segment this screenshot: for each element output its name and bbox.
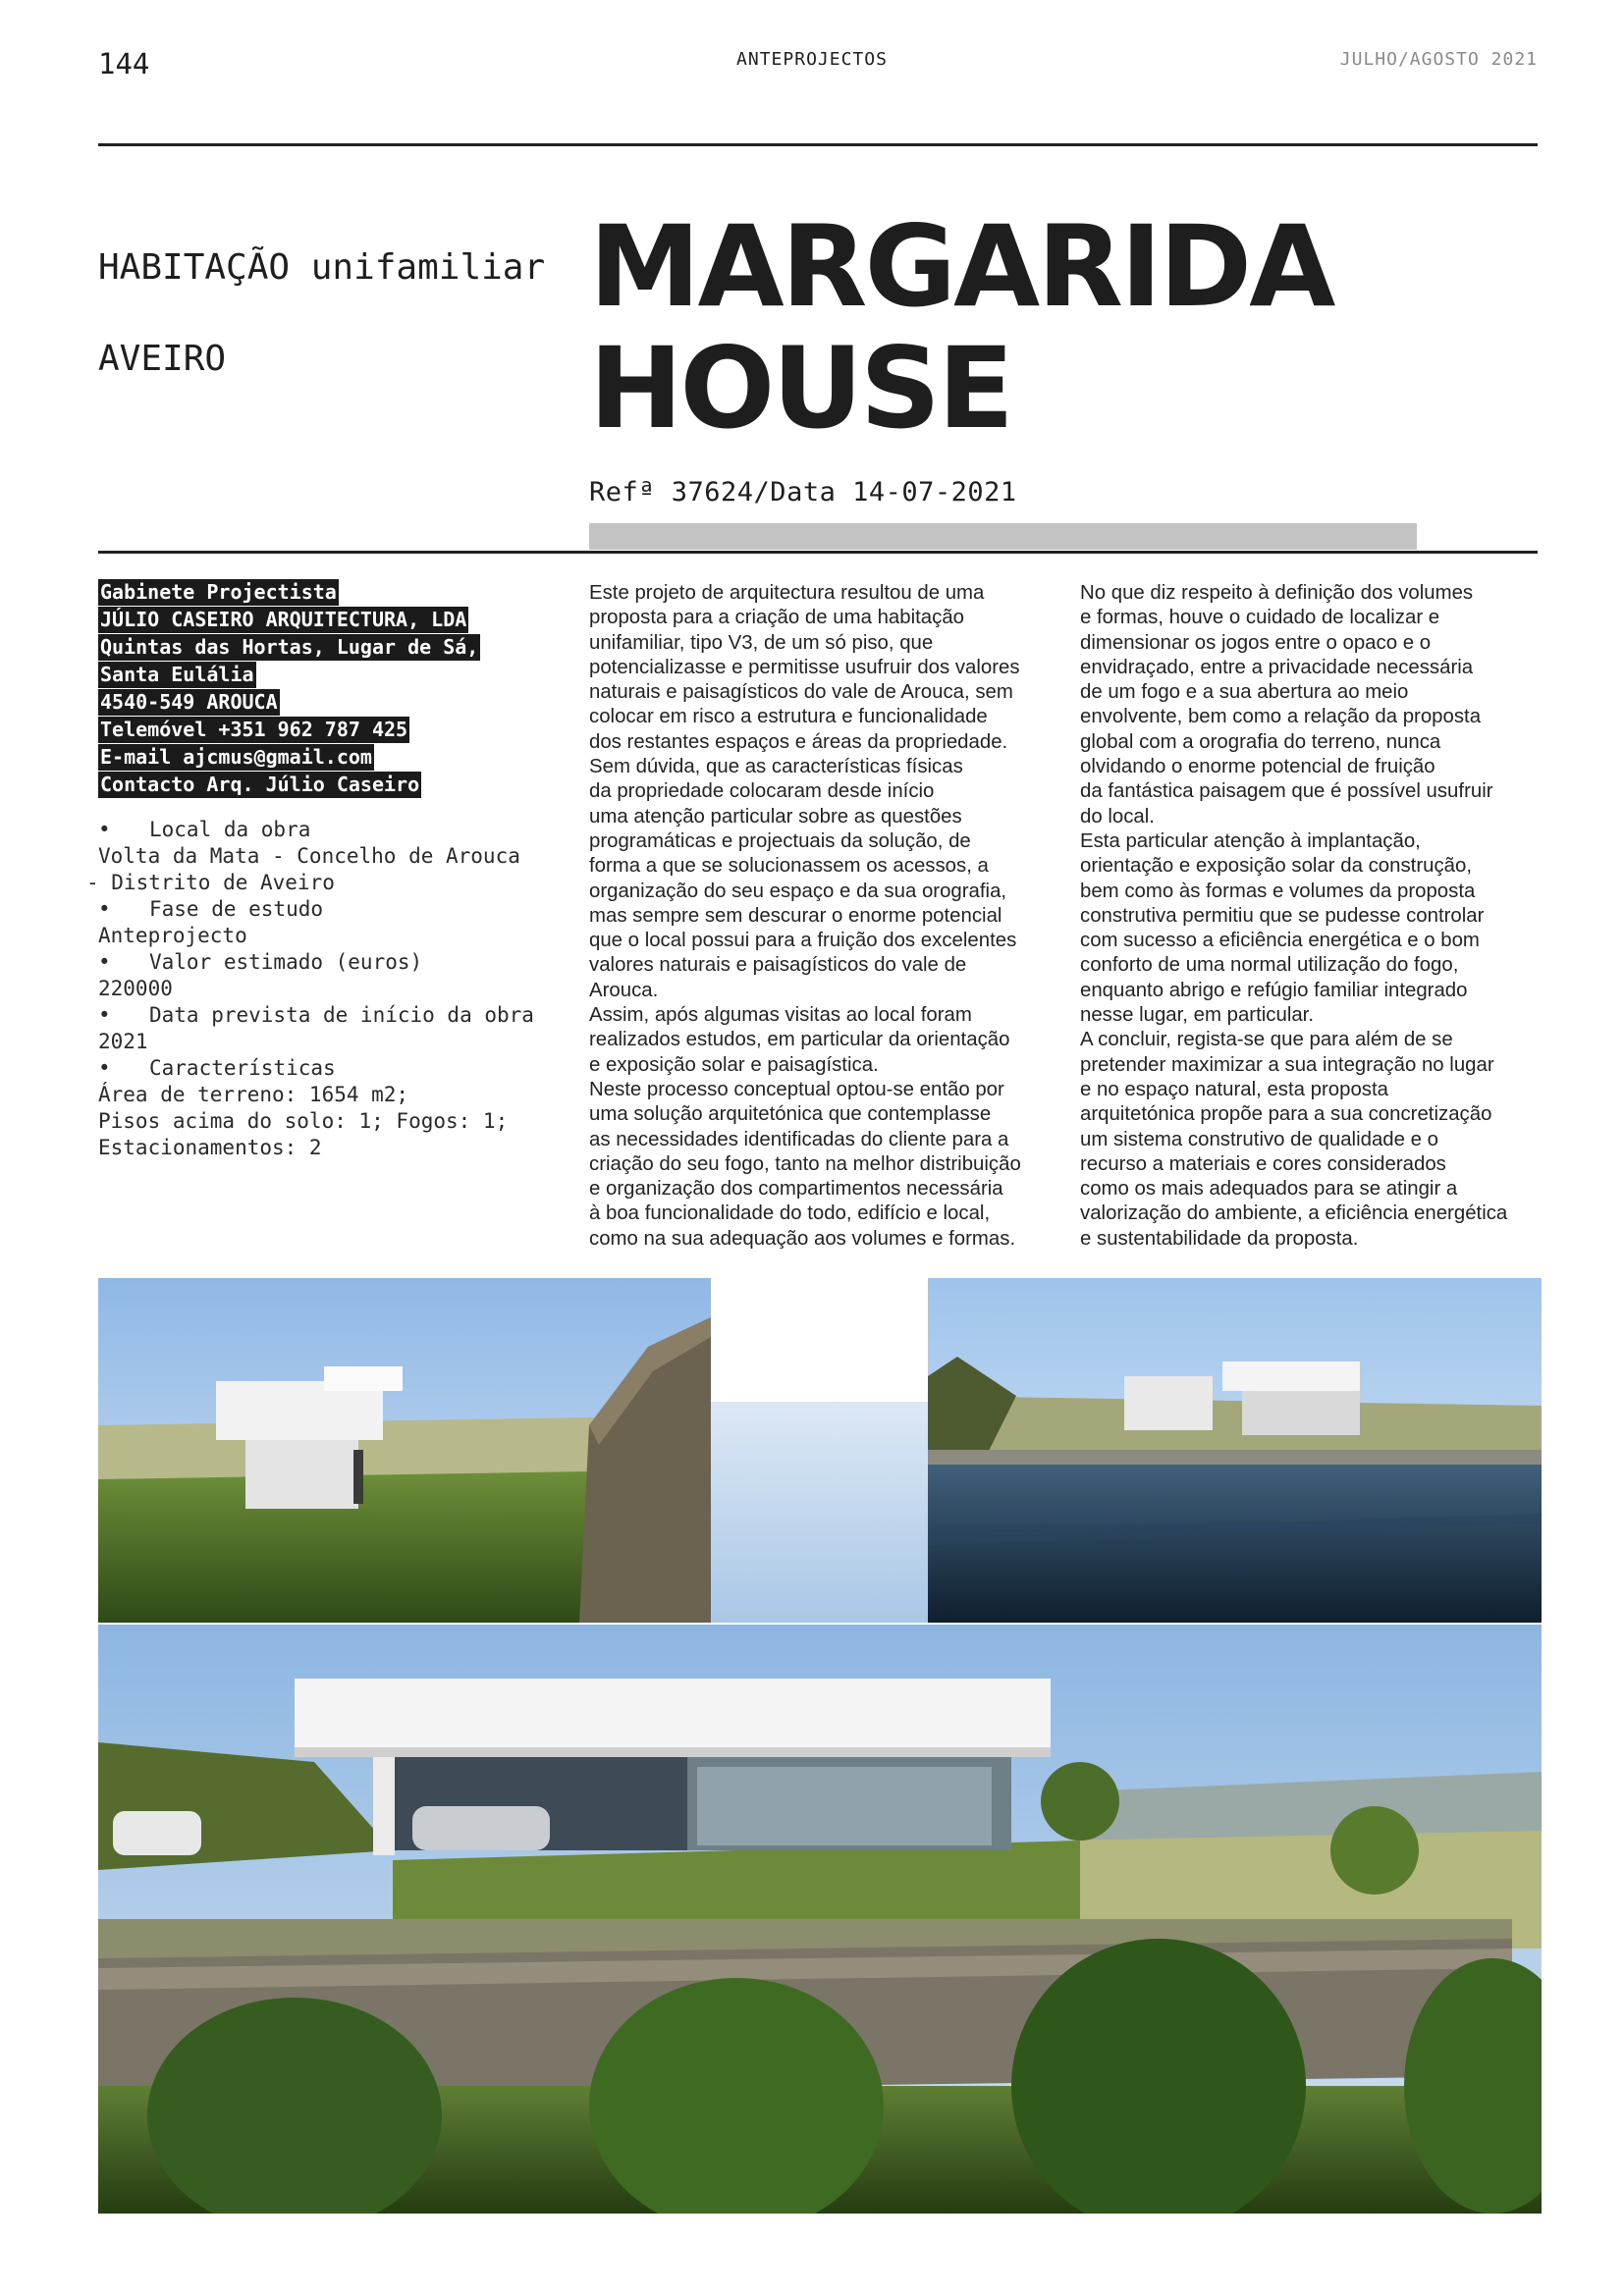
- body-text-line: enquanto abrigo e refúgio familiar integrado: [1080, 979, 1468, 1001]
- project-location: AVEIRO: [98, 339, 227, 379]
- body-text-line: realizados estudos, em particular da orientação: [589, 1029, 1010, 1051]
- body-text-line: mas sempre sem descurar o enorme potencial: [589, 904, 1002, 927]
- fact-label-local: Local da obra: [149, 818, 311, 841]
- body-text-line: organização do seu espaço e da sua orografia,: [589, 880, 1007, 902]
- body-text-line: do local.: [1080, 805, 1155, 828]
- fact-value-valor: 220000: [98, 977, 173, 1000]
- body-text-line: da fantástica paisagem que é possível usufruir: [1080, 780, 1493, 803]
- project-facts: [86, 817, 579, 1161]
- body-text-line: pretender maximizar a sua integração no lugar: [1080, 1053, 1494, 1076]
- body-text-line: da propriedade colocaram desde início: [589, 780, 935, 803]
- sky-image-fragment: [711, 1402, 928, 1623]
- fact-value-area: Área de terreno: 1654 m2;: [98, 1083, 409, 1106]
- body-text-line: uma solução arquitetónica que contemplasse: [589, 1103, 992, 1126]
- contact-line: 4540-549 AROUCA: [100, 690, 278, 714]
- body-text-line: as necessidades identificadas do cliente para a: [589, 1128, 1009, 1150]
- body-text-line: um sistema construtivo de qualidade e o: [1080, 1128, 1438, 1150]
- contact-phone: Telemóvel +351 962 787 425: [100, 718, 408, 741]
- body-text-line: envolvente, bem como a relação da proposta: [1080, 706, 1482, 728]
- body-text-line: envidraçado, entre a privacidade necessária: [1080, 656, 1474, 678]
- contact-line: Gabinete Projectista: [100, 580, 337, 604]
- body-text-line: forma a que se solucionassem os acessos, a: [589, 855, 989, 878]
- body-text-line: como na sua adequação aos volumes e formas.: [589, 1227, 1016, 1250]
- section-name: ANTEPROJECTOS: [736, 49, 888, 70]
- contact-email: E-mail ajcmus@gmail.com: [100, 745, 372, 769]
- body-text-line: Assim, após algumas visitas ao local foram: [589, 1004, 972, 1027]
- page-number: 144: [98, 47, 150, 80]
- fact-label-fase: Fase de estudo: [149, 897, 324, 921]
- fact-label-caracteristicas: Características: [149, 1056, 336, 1080]
- body-text-line: valores naturais e paisagísticos do vale de: [589, 954, 967, 977]
- body-text-line: com sucesso a eficiência energética e o bom: [1080, 930, 1480, 952]
- fact-value-data: 2021: [98, 1030, 148, 1053]
- body-text-line: naturais e paisagísticos do vale de Arouca, sem: [589, 681, 1013, 704]
- body-text-line: global com a orografia do terreno, nunca: [1080, 730, 1441, 753]
- contact-line: JÚLIO CASEIRO ARQUITECTURA, LDA: [100, 608, 467, 631]
- body-text-line: à boa funcionalidade do todo, edifício e local,: [589, 1202, 991, 1225]
- fact-value-local-2: - Distrito de Aveiro: [86, 871, 335, 894]
- body-text-line: e organização dos compartimentos necessária: [589, 1178, 1003, 1201]
- body-text-line: como os mais adequados para se atingir a: [1080, 1178, 1458, 1201]
- body-text-line: uma atenção particular sobre as questões: [589, 805, 962, 828]
- fact-value-pisos: Pisos acima do solo: 1; Fogos: 1;: [98, 1109, 509, 1133]
- fact-value-local: Volta da Mata - Concelho de Arouca: [98, 844, 520, 868]
- body-text-line: e no espaço natural, esta proposta: [1080, 1078, 1389, 1100]
- body-text-line: e sustentabilidade da proposta.: [1080, 1227, 1359, 1250]
- body-text-line: criação do seu fogo, tanto na melhor distribuição: [589, 1152, 1021, 1175]
- bullet: •: [98, 950, 111, 974]
- body-text-line: programáticas e projectuais da solução, de: [589, 829, 971, 852]
- body-text-line: unifamiliar, tipo V3, de um só piso, que: [589, 631, 934, 654]
- body-text-line: e exposição solar e paisagística.: [589, 1053, 879, 1076]
- body-text-line: Arouca.: [589, 979, 659, 1001]
- contact-line: Quintas das Hortas, Lugar de Sá,: [100, 635, 479, 659]
- body-text-line: Esta particular atenção à implantação,: [1080, 829, 1421, 852]
- body-text-line: construtiva permitiu que se pudesse controlar: [1080, 904, 1485, 927]
- body-text-line: valorização do ambiente, a eficiência energética: [1080, 1202, 1508, 1225]
- fact-label-valor: Valor estimado (euros): [149, 950, 423, 974]
- title-line-1: MARGARIDA: [589, 201, 1333, 332]
- body-text-line: bem como às formas e volumes da proposta: [1080, 880, 1476, 902]
- body-text-line: A concluir, regista-se que para além de se: [1080, 1029, 1453, 1051]
- bullet: •: [98, 818, 111, 841]
- top-divider: [98, 143, 1538, 146]
- body-text-line: olvidando o enorme potencial de fruição: [1080, 756, 1435, 778]
- contact-block: [98, 579, 569, 799]
- rendering-pool-image: [928, 1278, 1542, 1623]
- rendering-house-hillside-image: [98, 1278, 711, 1623]
- section-divider: [98, 551, 1538, 554]
- body-text-line: dos restantes espaços e áreas da propriedade.: [589, 730, 1008, 753]
- body-text-line: arquitetónica propõe para a sua concretização: [1080, 1103, 1492, 1126]
- contact-person: Contacto Arq. Júlio Caseiro: [100, 773, 420, 796]
- body-text-line: Este projeto de arquitectura resultou de uma: [589, 582, 985, 604]
- body-text-line: proposta para a criação de uma habitação: [589, 607, 965, 629]
- issue-date: JULHO/AGOSTO 2021: [1339, 49, 1538, 70]
- body-column-1: [589, 581, 1051, 1252]
- body-column-2: [1080, 581, 1542, 1252]
- page-title: [589, 201, 1333, 454]
- body-text-line: Sem dúvida, que as características físicas: [589, 756, 963, 778]
- body-text-line: potencializasse e permitisse usufruir dos valores: [589, 656, 1020, 678]
- body-text-line: conforto de uma normal utilização do fogo,: [1080, 954, 1459, 977]
- body-text-line: e formas, houve o cuidado de localizar e: [1080, 607, 1440, 629]
- body-text-line: Neste processo conceptual optou-se então por: [589, 1078, 1004, 1100]
- bullet: •: [98, 897, 111, 921]
- body-text-line: que o local possui para a fruição dos excelentes: [589, 930, 1017, 952]
- reference-date: Refª 37624/Data 14-07-2021: [589, 477, 1017, 507]
- project-category: HABITAÇÃO unifamiliar: [98, 247, 546, 288]
- rendering-main-house-image: [98, 1625, 1542, 2214]
- body-text-line: No que diz respeito à definição dos volumes: [1080, 582, 1474, 604]
- body-text-line: nesse lugar, em particular.: [1080, 1004, 1315, 1027]
- bullet: •: [98, 1056, 111, 1080]
- title-line-2: HOUSE: [589, 323, 1011, 454]
- body-text-line: colocar em risco a estrutura e funcionalidade: [589, 706, 988, 728]
- reference-bar: [589, 523, 1417, 550]
- contact-line: Santa Eulália: [100, 663, 254, 686]
- fact-value-estacionamentos: Estacionamentos: 2: [98, 1136, 322, 1159]
- bullet: •: [98, 1003, 111, 1027]
- body-text-line: dimensionar os jogos entre o opaco e o: [1080, 631, 1432, 654]
- body-text-line: de um fogo e a sua abertura ao meio: [1080, 681, 1409, 704]
- fact-value-fase: Anteprojecto: [98, 924, 247, 947]
- body-text-line: orientação e exposição solar da construção,: [1080, 855, 1472, 878]
- body-text-line: recurso a materiais e cores considerados: [1080, 1152, 1446, 1175]
- fact-label-data: Data prevista de início da obra: [149, 1003, 534, 1027]
